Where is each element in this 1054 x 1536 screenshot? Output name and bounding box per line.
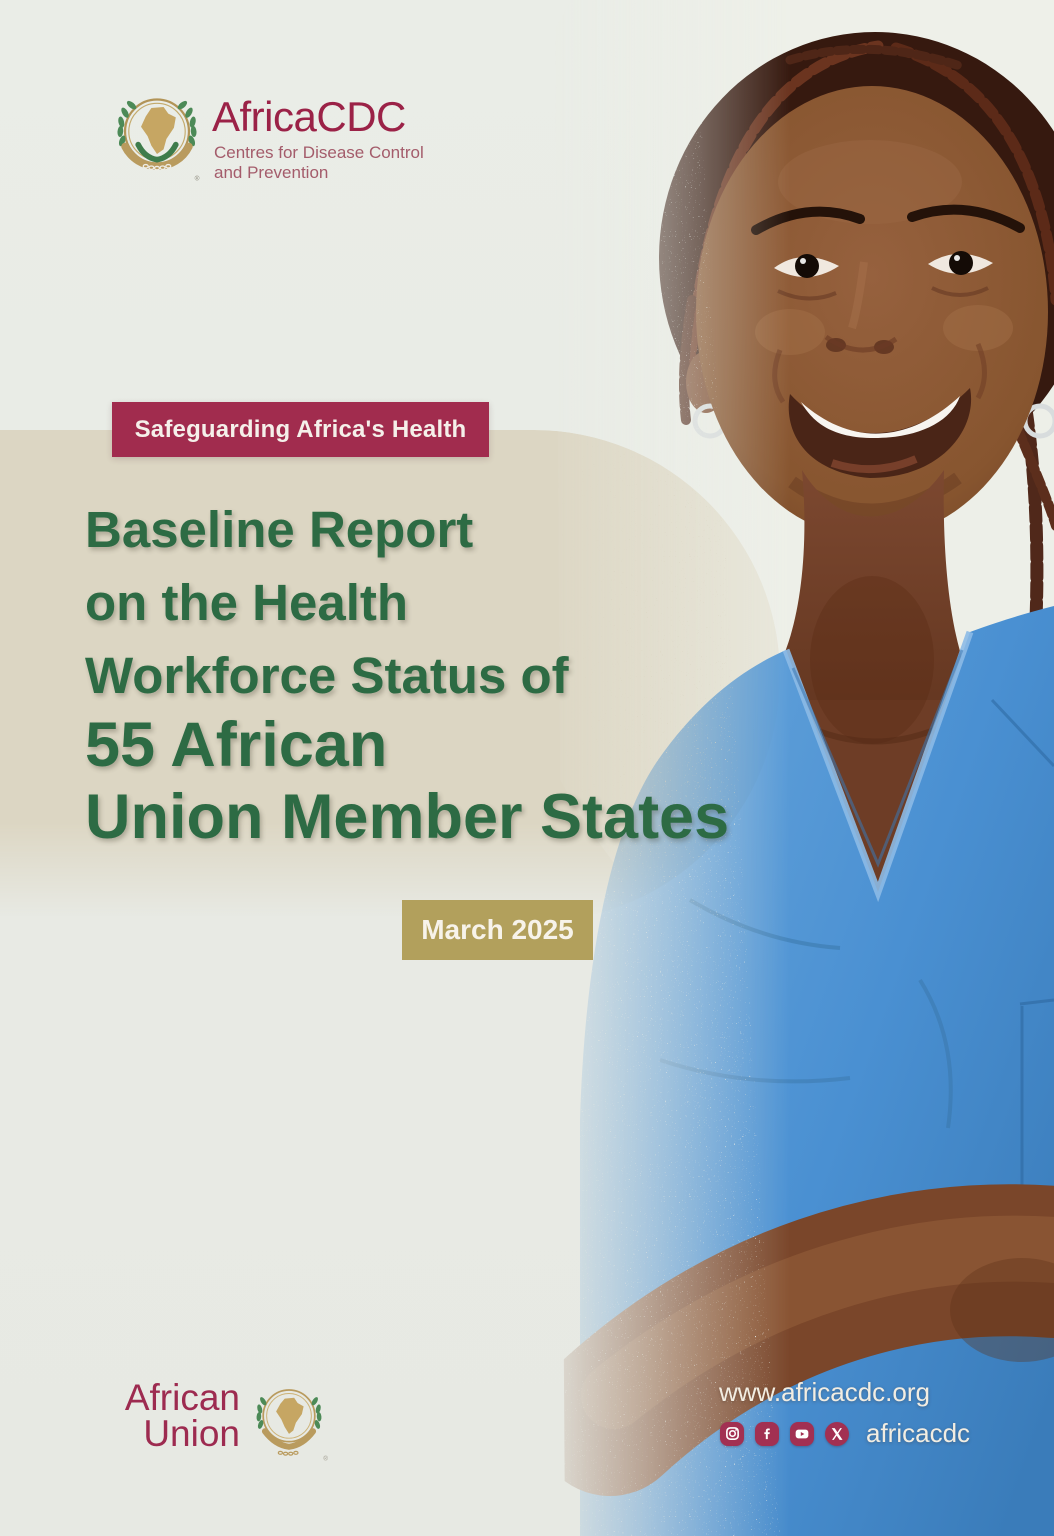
- africa-map-icon: [141, 107, 176, 154]
- title-line: on the Health: [85, 574, 409, 631]
- date-badge: March 2025: [402, 900, 593, 960]
- safeguarding-ribbon: Safeguarding Africa's Health: [112, 402, 489, 457]
- social-handle[interactable]: africacdc: [866, 1418, 971, 1448]
- social-row: [720, 1418, 970, 1449]
- au-wordmark: African Union: [124, 1377, 240, 1454]
- african-union-emblem-icon: [246, 1376, 332, 1466]
- africa-map-icon: [276, 1398, 304, 1434]
- african-union-logo: [88, 1376, 333, 1468]
- africa-cdc-emblem-icon: [110, 90, 204, 188]
- registered-mark: ®: [323, 1456, 328, 1463]
- brand-wordmark: AfricaCDC: [212, 93, 406, 140]
- youtube-icon[interactable]: [790, 1422, 814, 1446]
- report-title: [85, 493, 729, 856]
- title-line: Union Member States: [85, 782, 730, 852]
- instagram-icon[interactable]: [720, 1422, 744, 1446]
- title-line: Workforce Status of: [85, 647, 569, 704]
- title-line: 55 African: [85, 710, 388, 780]
- africa-cdc-logo: [110, 90, 510, 200]
- title-line: Baseline Report: [85, 501, 474, 558]
- x-icon[interactable]: [825, 1422, 849, 1446]
- brand-tagline: Centres for Disease Control and Prevention: [214, 143, 424, 182]
- chain-icon: [278, 1451, 298, 1455]
- facebook-icon[interactable]: [755, 1422, 779, 1446]
- website-url[interactable]: www.africacdc.org: [719, 1377, 930, 1407]
- registered-mark: ®: [194, 175, 200, 183]
